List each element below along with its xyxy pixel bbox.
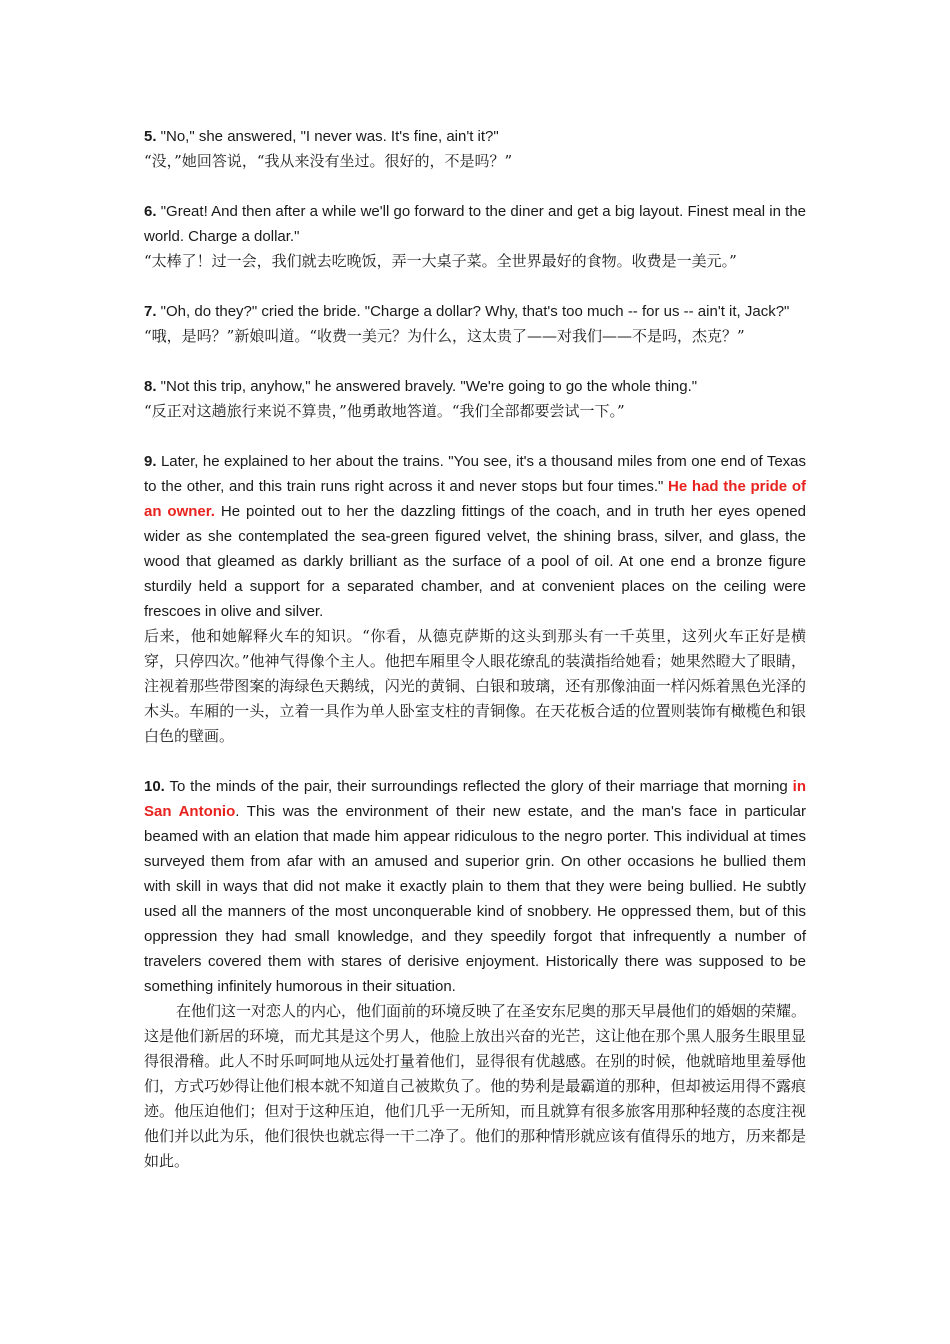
chinese-translation: “哦，是吗？”新娘叫道。“收费一美元？为什么，这太贵了——对我们——不是吗，杰克？”	[144, 327, 745, 345]
english-text	[144, 199, 806, 249]
paragraph-9	[144, 449, 806, 749]
highlighted-phrase: He had the pride of an owner.	[144, 478, 807, 520]
paragraph-number: 7.	[144, 303, 157, 320]
chinese-translation: “太棒了！过一会，我们就去吃晚饭，弄一大桌子菜。全世界最好的食物。收费是一美元。”	[144, 252, 737, 270]
english-text	[144, 374, 806, 399]
english-sentence: He pointed out to her the dazzling fittings of the coach, and in truth her eyes opened wider as she contemplated the sea-green figured velvet, the shining brass, silver, and glass, the wood that gleamed as darkly brilliant as the surface of a pool of oil. At one end a bronze figure sturdily held a support for a separated chamber, and at convenient places on the ceiling were frescoes in olive and silver.	[144, 503, 806, 620]
english-sentence: "Not this trip, anyhow," he answered bravely. "We're going to go the whole thing."	[156, 378, 698, 395]
document-page	[144, 124, 806, 1199]
paragraph-number: 8.	[144, 378, 157, 395]
chinese-translation: “反正对这趟旅行来说不算贵，”他勇敢地答道。“我们全部都要尝试一下。”	[144, 402, 625, 420]
english-sentence: . This was the environment of their new estate, and the man's face in particular beamed with an elation that made him appear ridiculous to the negro porter. This individual at times surveyed them from afar with an amused and superior grin. On other occasions he bullied them with skill in ways that did not make it exactly plain to them that they were being bullied. He subtly used all the manners of the most unconquerable kind of snobbery. He oppressed them, but of this oppression they had small knowledge, and they speedily forgot that infrequently a number of travelers covered them with stares of derisive enjoyment. Historically there was supposed to be something infinitely humorous in their situation.	[144, 803, 806, 995]
paragraph-6	[144, 199, 806, 274]
paragraph-10	[144, 774, 806, 1174]
english-sentence: To the minds of the pair, their surroundings reflected the glory of their marriage that morning	[164, 778, 793, 795]
english-sentence: "No," she answered, "I never was. It's fine, ain't it?"	[156, 128, 499, 145]
english-text	[144, 774, 806, 999]
paragraph-number: 6.	[144, 203, 157, 220]
highlighted-phrase: in San Antonio	[144, 778, 806, 820]
english-sentence: "Great! And then after a while we'll go forward to the diner and get a big layout. Finest meal in the world. Charge a dollar."	[144, 203, 806, 245]
paragraph-7	[144, 299, 806, 349]
paragraph-8	[144, 374, 806, 424]
english-text	[144, 124, 806, 149]
english-text	[144, 299, 806, 324]
paragraph-5	[144, 124, 806, 174]
paragraph-number: 5.	[144, 128, 157, 145]
chinese-translation: 后来，他和她解释火车的知识。“你看，从德克萨斯的这头到那头有一千英里，这列火车正好是横穿，只停四次。”他神气得像个主人。他把车厢里令人眼花缭乱的装潢指给她看；她果然瞪大了眼睛，注视着那些带图案的海绿色天鹅绒，闪光的黄铜、白银和玻璃，还有那像油面一样闪烁着黑色光泽的木头。车厢的一头，立着一具作为单人卧室支柱的青铜像。在天花板合适的位置则装饰有橄榄色和银白色的壁画。	[144, 627, 806, 745]
chinese-translation: 在他们这一对恋人的内心，他们面前的环境反映了在圣安东尼奥的那天早晨他们的婚姻的荣耀。这是他们新居的环境，而尤其是这个男人，他脸上放出兴奋的光芒，这让他在那个黑人服务生眼里显得很滑稽。此人不时乐呵呵地从远处打量着他们，显得很有优越感。在别的时候，他就暗地里羞辱他们，方式巧妙得让他们根本就不知道自己被欺负了。他的势利是最霸道的那种，但却被运用得不露痕迹。他压迫他们；但对于这种压迫，他们几乎一无所知，而且就算有很多旅客用那种轻蔑的态度注视他们并以此为乐，他们很快也就忘得一干二净了。他们的那种情形就应该有值得乐的地方，历来都是如此。	[144, 1002, 807, 1170]
english-text	[144, 449, 806, 624]
chinese-translation: “没，”她回答说，“我从来没有坐过。很好的，不是吗？”	[144, 152, 513, 170]
english-sentence: Later, he explained to her about the trains. "You see, it's a thousand miles from one end of Texas to the other, and this train runs right across it and never stops but four times."	[144, 453, 806, 495]
paragraph-number: 9.	[144, 453, 157, 470]
paragraph-number: 10.	[144, 778, 165, 795]
english-sentence: "Oh, do they?" cried the bride. "Charge a dollar? Why, that's too much -- for us -- ain't it, Jack?"	[156, 303, 790, 320]
